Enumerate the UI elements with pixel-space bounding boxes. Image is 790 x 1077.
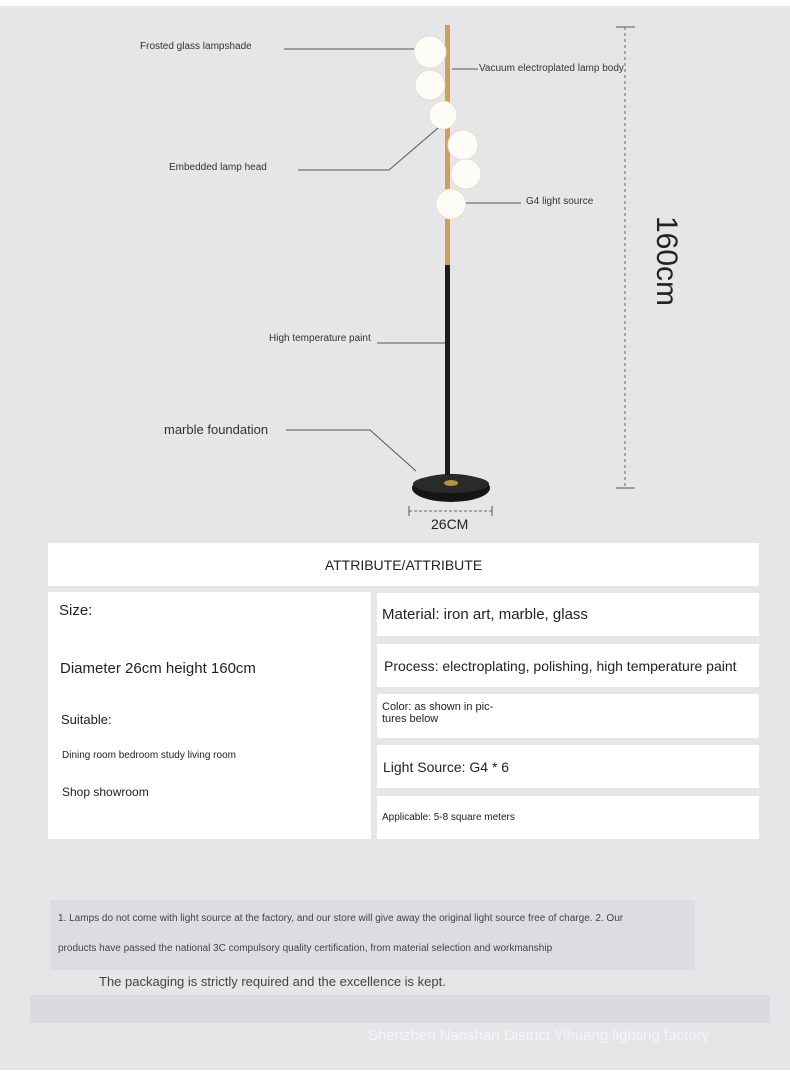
label-frosted-glass: Frosted glass lampshade: [140, 41, 252, 52]
applicable-cell: [377, 796, 759, 839]
globe: [415, 70, 445, 100]
note-line-2: products have passed the national 3C compulsory quality certification, from material selection and workmanship: [58, 943, 553, 954]
footer-band: [30, 995, 770, 1023]
label-light-source: G4 light source: [526, 196, 594, 207]
note-line-1: 1. Lamps do not come with light source at the factory, and our store will give away the original light source free of charge. 2. Our: [58, 913, 624, 924]
black-pole: [445, 265, 450, 480]
size-label: Size:: [59, 602, 93, 619]
process-text: Process: electroplating, polishing, high temperature paint: [384, 657, 737, 674]
notes-band: [50, 900, 695, 970]
applicable-text: Applicable: 5-8 square meters: [382, 812, 515, 823]
suitable-label: Suitable:: [61, 712, 112, 727]
label-foundation: marble foundation: [164, 422, 269, 437]
note-line-3: The packaging is strictly required and the excellence is kept.: [99, 974, 446, 989]
height-dimension-line: [616, 27, 635, 488]
color-cell: [377, 694, 759, 738]
width-dimension: 26CM: [431, 516, 469, 532]
attribute-header: ATTRIBUTE/ATTRIBUTE: [48, 543, 759, 586]
leader-lines: [284, 49, 521, 471]
suitable-rooms: Dining room bedroom study living room: [62, 750, 236, 761]
suitable-extra: Shop showroom: [62, 785, 149, 799]
color-text-line2: tures below: [382, 713, 439, 725]
light-source-text: Light Source: G4 * 6: [383, 758, 510, 775]
material-cell: [377, 593, 759, 636]
size-value: Diameter 26cm height 160cm: [60, 660, 256, 677]
label-lamp-head: Embedded lamp head: [169, 162, 267, 173]
base-gold-plate: [444, 480, 458, 486]
globe: [448, 130, 478, 160]
material-text: Material: iron art, marble, glass: [382, 606, 588, 623]
globe: [436, 189, 466, 219]
size-panel: [48, 592, 371, 839]
factory-footer: Shenzhen Nanshan District Yihuang lighting factory: [368, 1027, 710, 1044]
process-cell: [377, 644, 759, 687]
label-paint: High temperature paint: [269, 333, 371, 344]
globe: [429, 101, 457, 129]
light-source-cell: [377, 745, 759, 788]
width-dimension-line: [409, 506, 492, 516]
globe: [451, 159, 481, 189]
color-text-line1: Color: as shown in pic-: [382, 701, 494, 713]
height-dimension: 160cm: [650, 216, 683, 307]
globe: [414, 36, 446, 68]
label-lamp-body: Vacuum electroplated lamp body: [479, 63, 624, 74]
